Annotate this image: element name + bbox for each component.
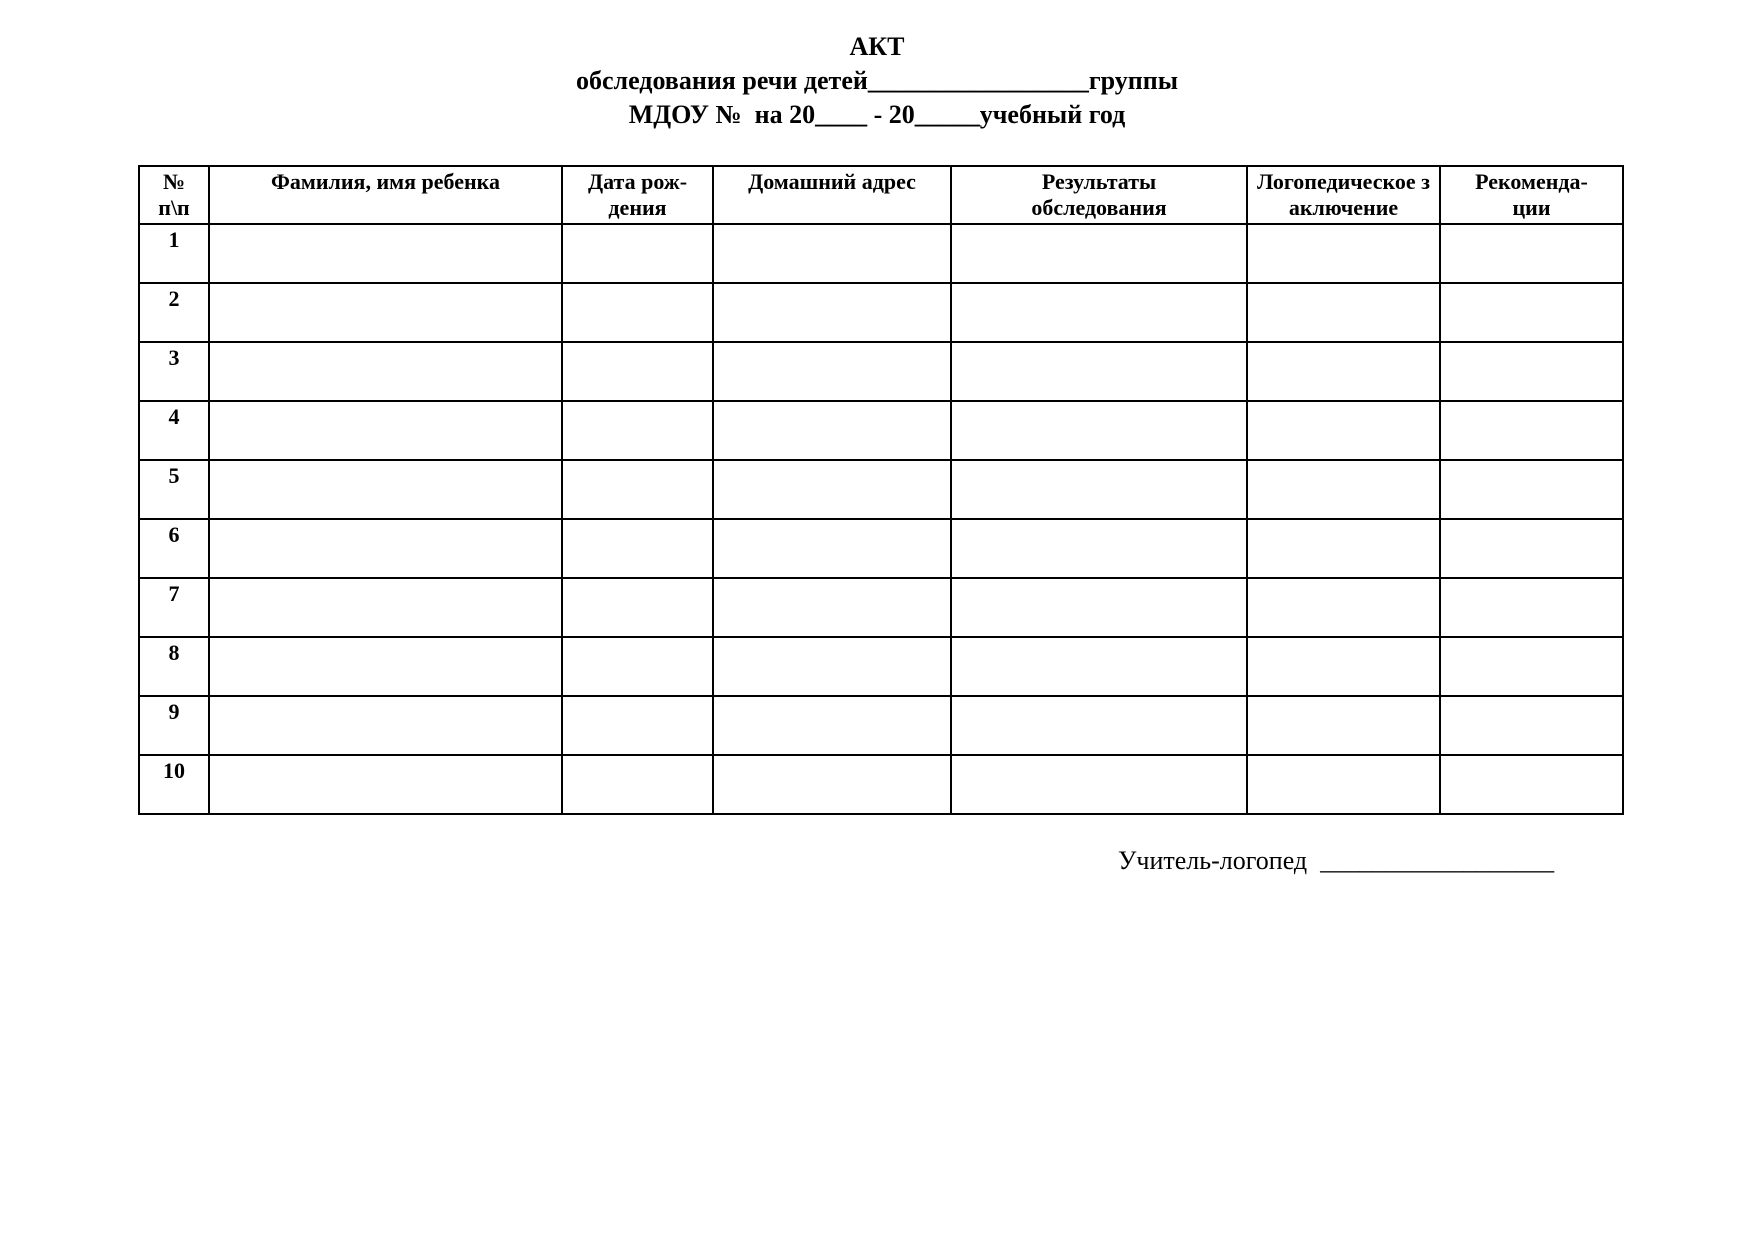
- row-number: 7: [139, 578, 209, 637]
- child-name-cell[interactable]: [209, 696, 562, 755]
- birth-date-cell[interactable]: [562, 637, 713, 696]
- table-row: [139, 578, 1623, 637]
- table-row: [139, 637, 1623, 696]
- row-number: 9: [139, 696, 209, 755]
- home-address-cell[interactable]: [713, 460, 951, 519]
- birth-date-cell[interactable]: [562, 401, 713, 460]
- speech-conclusion-cell[interactable]: [1247, 696, 1440, 755]
- table-row: [139, 224, 1623, 283]
- row-number: 1: [139, 224, 209, 283]
- recommendations-cell[interactable]: [1440, 519, 1623, 578]
- header-survey-results: Результаты обследования: [951, 166, 1247, 224]
- birth-date-cell[interactable]: [562, 460, 713, 519]
- table-row: [139, 460, 1623, 519]
- home-address-cell[interactable]: [713, 519, 951, 578]
- table-row: [139, 519, 1623, 578]
- survey-results-cell[interactable]: [951, 342, 1247, 401]
- home-address-cell[interactable]: [713, 224, 951, 283]
- signature-line: Учитель-логопед __________________: [1118, 846, 1555, 875]
- speech-conclusion-cell[interactable]: [1247, 460, 1440, 519]
- survey-results-cell[interactable]: [951, 755, 1247, 814]
- table-row: [139, 755, 1623, 814]
- child-name-cell[interactable]: [209, 224, 562, 283]
- document-subtitle-year: МДОУ № на 20____ - 20_____учебный год: [628, 100, 1126, 129]
- survey-results-cell[interactable]: [951, 460, 1247, 519]
- row-number: 8: [139, 637, 209, 696]
- speech-survey-table: [138, 165, 1624, 815]
- row-number: 2: [139, 283, 209, 342]
- survey-results-cell[interactable]: [951, 401, 1247, 460]
- survey-results-cell[interactable]: [951, 519, 1247, 578]
- table-row: [139, 696, 1623, 755]
- home-address-cell[interactable]: [713, 342, 951, 401]
- birth-date-cell[interactable]: [562, 283, 713, 342]
- home-address-cell[interactable]: [713, 283, 951, 342]
- survey-results-cell[interactable]: [951, 224, 1247, 283]
- child-name-cell[interactable]: [209, 401, 562, 460]
- table-row: [139, 342, 1623, 401]
- table-header-row: [139, 166, 1623, 224]
- birth-date-cell[interactable]: [562, 696, 713, 755]
- child-name-cell[interactable]: [209, 460, 562, 519]
- row-number: 6: [139, 519, 209, 578]
- table-row: [139, 283, 1623, 342]
- birth-date-cell[interactable]: [562, 342, 713, 401]
- speech-conclusion-cell[interactable]: [1247, 401, 1440, 460]
- row-number: 5: [139, 460, 209, 519]
- child-name-cell[interactable]: [209, 519, 562, 578]
- row-number: 4: [139, 401, 209, 460]
- birth-date-cell[interactable]: [562, 755, 713, 814]
- child-name-cell[interactable]: [209, 637, 562, 696]
- recommendations-cell[interactable]: [1440, 283, 1623, 342]
- home-address-cell[interactable]: [713, 696, 951, 755]
- recommendations-cell[interactable]: [1440, 224, 1623, 283]
- recommendations-cell[interactable]: [1440, 342, 1623, 401]
- home-address-cell[interactable]: [713, 755, 951, 814]
- speech-conclusion-cell[interactable]: [1247, 342, 1440, 401]
- survey-results-cell[interactable]: [951, 283, 1247, 342]
- speech-conclusion-cell[interactable]: [1247, 519, 1440, 578]
- speech-conclusion-cell[interactable]: [1247, 283, 1440, 342]
- table-body: [139, 224, 1623, 814]
- document-subtitle-group: обследования речи детей_________________группы: [575, 66, 1179, 95]
- survey-results-cell[interactable]: [951, 637, 1247, 696]
- row-number: 10: [139, 755, 209, 814]
- recommendations-cell[interactable]: [1440, 460, 1623, 519]
- survey-results-cell[interactable]: [951, 696, 1247, 755]
- birth-date-cell[interactable]: [562, 519, 713, 578]
- child-name-cell[interactable]: [209, 283, 562, 342]
- birth-date-cell[interactable]: [562, 224, 713, 283]
- speech-conclusion-cell[interactable]: [1247, 578, 1440, 637]
- header-child-name: Фамилия, имя ребенка: [209, 166, 562, 224]
- home-address-cell[interactable]: [713, 578, 951, 637]
- speech-conclusion-cell[interactable]: [1247, 224, 1440, 283]
- document-header: [0, 30, 1754, 132]
- header-number: № п\п: [139, 166, 209, 224]
- child-name-cell[interactable]: [209, 342, 562, 401]
- header-speech-conclusion: Логопедическое заключение: [1247, 166, 1440, 224]
- recommendations-cell[interactable]: [1440, 578, 1623, 637]
- header-recommendations: Рекоменда-ции: [1440, 166, 1623, 224]
- header-birth-date: Дата рож-дения: [562, 166, 713, 224]
- recommendations-cell[interactable]: [1440, 696, 1623, 755]
- survey-results-cell[interactable]: [951, 578, 1247, 637]
- recommendations-cell[interactable]: [1440, 401, 1623, 460]
- header-home-address: Домашний адрес: [713, 166, 951, 224]
- home-address-cell[interactable]: [713, 637, 951, 696]
- home-address-cell[interactable]: [713, 401, 951, 460]
- speech-conclusion-cell[interactable]: [1247, 637, 1440, 696]
- row-number: 3: [139, 342, 209, 401]
- recommendations-cell[interactable]: [1440, 637, 1623, 696]
- speech-conclusion-cell[interactable]: [1247, 755, 1440, 814]
- birth-date-cell[interactable]: [562, 578, 713, 637]
- child-name-cell[interactable]: [209, 578, 562, 637]
- child-name-cell[interactable]: [209, 755, 562, 814]
- table-row: [139, 401, 1623, 460]
- document-title: АКТ: [849, 32, 905, 61]
- recommendations-cell[interactable]: [1440, 755, 1623, 814]
